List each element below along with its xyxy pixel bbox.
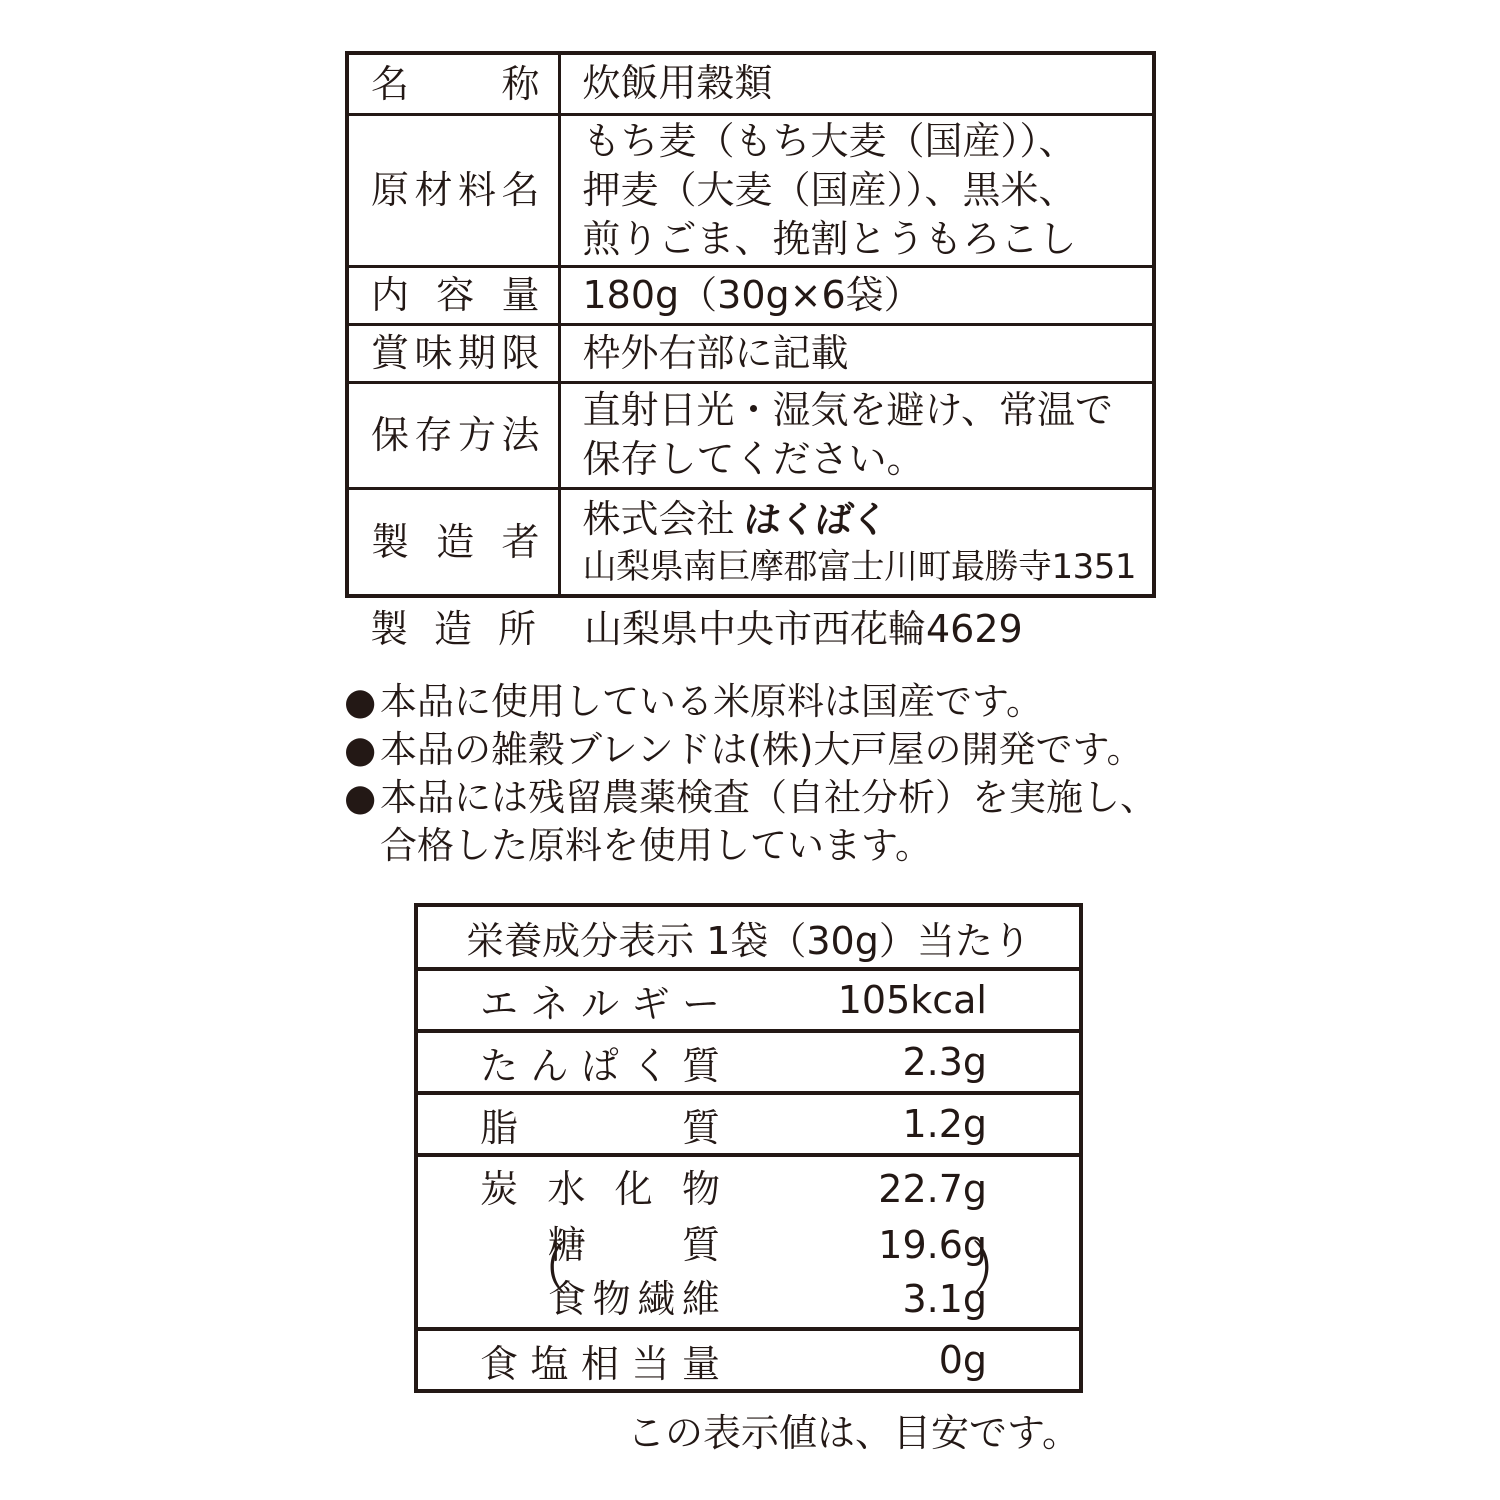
carbohydrate-block — [418, 1157, 1079, 1327]
factory-value: 山梨県中央市西花輪4629 — [584, 607, 1023, 651]
product-label-table — [345, 51, 1156, 598]
nutrition-row-protein — [416, 1031, 1081, 1093]
open-bracket-icon: （ — [518, 1235, 568, 1303]
label-row-name — [347, 53, 1154, 114]
nutrition-header: 栄養成分表示 1袋（30g）当たり — [416, 905, 1081, 969]
label-key-expiry: 賞味期限 — [347, 324, 559, 382]
sugar-label: 糖 質 — [548, 1223, 720, 1267]
nutrition-row-fat — [416, 1093, 1081, 1155]
label-key-name: 名 称 — [347, 53, 559, 114]
carbohydrate-value: 22.7g — [878, 1167, 987, 1211]
fat-label: 脂 質 — [480, 1105, 720, 1150]
label-key-storage: 保存方法 — [347, 382, 559, 488]
ingredients-line: もち麦（もち大麦（国産））、 — [582, 118, 1077, 163]
salt-label: 食塩相当量 — [480, 1341, 720, 1386]
nutrition-row-carbohydrate — [416, 1155, 1081, 1329]
protein-value: 2.3g — [780, 1031, 1081, 1093]
ingredients-line: 押麦（大麦（国産））、黒米、 — [582, 167, 1077, 212]
bullet-icon: ● — [344, 680, 377, 723]
ingredients-line: 煎りごま、挽割とうもろこし — [582, 216, 1077, 261]
manufacturer-address: 山梨県南巨摩郡富士川町最勝寺1351 — [582, 546, 1137, 587]
nutrition-row-salt — [416, 1329, 1081, 1391]
label-value-name: 炊飯用穀類 — [559, 53, 1154, 114]
label-value-storage — [559, 382, 1154, 488]
label-value-manufacturer — [559, 488, 1154, 596]
label-row-storage — [347, 382, 1154, 488]
nutrition-footnote: この表示値は、目安です。 — [627, 1411, 1080, 1455]
close-bracket-icon: ） — [971, 1235, 1021, 1303]
note-item: ● 本品には残留農薬検査（自社分析）を実施し、 — [344, 774, 1174, 822]
label-key-ingredients: 原材料名 — [347, 114, 559, 266]
notes-list — [344, 678, 1174, 870]
energy-label: エネルギー — [480, 981, 720, 1026]
storage-line: 保存してください。 — [582, 437, 925, 481]
salt-value: 0g — [780, 1329, 1081, 1391]
note-item-continued: 合格した原料を使用しています。 — [380, 824, 933, 867]
storage-line: 直射日光・湿気を避け、常温で — [582, 388, 1113, 432]
fiber-label: 食物繊維 — [548, 1277, 720, 1321]
label-value-ingredients — [559, 114, 1154, 266]
label-value-amount: 180g（30g×6袋） — [559, 266, 1154, 324]
factory-key: 製造所 — [370, 607, 536, 651]
carbohydrate-label: 炭水化物 — [480, 1167, 720, 1211]
label-row-expiry — [347, 324, 1154, 382]
nutrition-header-row — [416, 905, 1081, 969]
fat-value: 1.2g — [780, 1093, 1081, 1155]
factory-row — [370, 606, 1070, 652]
nutrition-table — [414, 903, 1083, 1393]
nutrition-row-energy — [416, 969, 1081, 1031]
hakubaku-logo: はくばく — [740, 499, 889, 541]
label-key-manufacturer: 製造者 — [347, 488, 559, 596]
protein-label: たんぱく質 — [480, 1043, 720, 1088]
energy-value: 105kcal — [780, 969, 1081, 1031]
label-value-expiry: 枠外右部に記載 — [559, 324, 1154, 382]
sugar-value: 19.6g — [878, 1223, 987, 1267]
manufacturer-company: 株式会社 はくばく — [583, 495, 1145, 545]
label-row-manufacturer — [347, 488, 1154, 596]
label-row-amount — [347, 266, 1154, 324]
bullet-icon: ● — [344, 728, 377, 771]
fiber-value: 3.1g — [902, 1277, 987, 1321]
bullet-icon: ● — [344, 776, 377, 819]
label-row-ingredients — [347, 114, 1154, 266]
note-item: ● 本品の雑穀ブレンドは(株)大戸屋の開発です。 — [344, 726, 1174, 774]
label-key-amount: 内容量 — [347, 266, 559, 324]
note-item: ● 本品に使用している米原料は国産です。 — [344, 678, 1174, 726]
